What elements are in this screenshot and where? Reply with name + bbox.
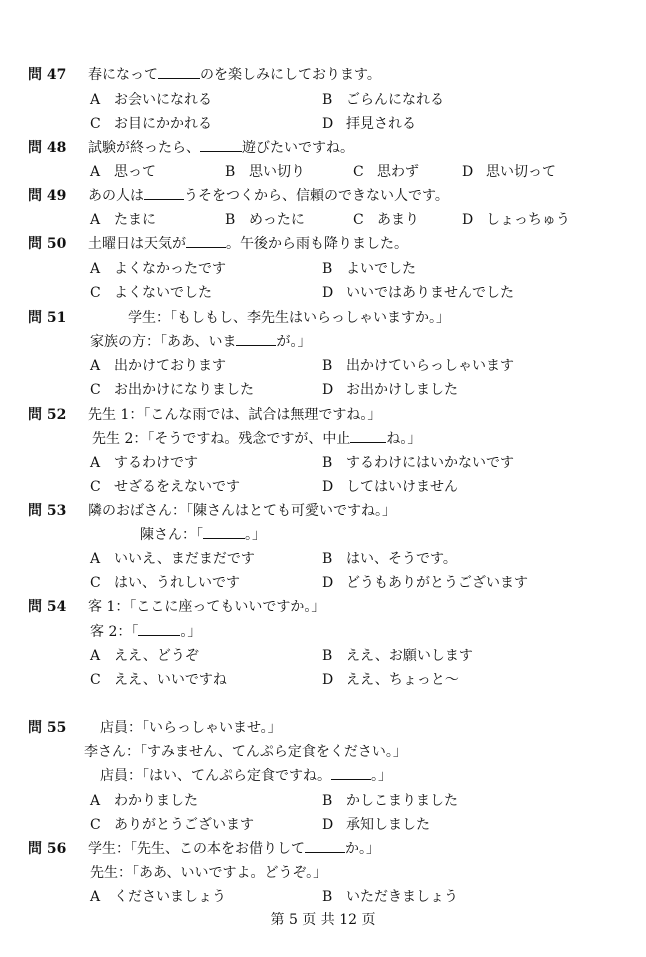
dialogue-line: 学生：「もしもし、李先生はいらっしゃいますか。」 — [128, 310, 450, 326]
answer-blank — [305, 838, 345, 853]
option-a: A たまに — [90, 212, 156, 228]
option-b: B ごらんになれる — [322, 92, 444, 108]
option-d: D いいではありませんでした — [322, 285, 514, 301]
answer-blank — [203, 524, 245, 539]
option-a: A くださいましょう — [90, 889, 226, 905]
option-c: C はい、うれしいです — [90, 575, 240, 591]
option-c: C 思わず — [353, 164, 419, 180]
answer-blank — [236, 331, 276, 346]
answer-blank — [144, 185, 184, 200]
option-a: A お会いになれる — [90, 92, 212, 108]
answer-blank — [158, 64, 200, 79]
question-number: 問 49 — [28, 188, 67, 204]
option-a: A 思って — [90, 164, 156, 180]
option-a: A いいえ、まだまだです — [90, 551, 255, 567]
option-b: B かしこまりました — [322, 793, 458, 809]
answer-blank — [186, 233, 226, 248]
dialogue-line: 客 2：「 。」 — [90, 620, 201, 644]
option-b: B はい、そうです。 — [322, 551, 457, 567]
question-number: 問 47 — [28, 67, 67, 83]
dialogue-line: 客 1：「ここに座ってもいいですか。」 — [88, 599, 326, 615]
option-c: C あまり — [353, 212, 419, 228]
option-d: D しょっちゅう — [462, 212, 570, 228]
option-d: D 承知しました — [322, 817, 430, 833]
dialogue-line: 隣のおばさん：「陳さんはとても可愛いですね。」 — [88, 503, 396, 519]
option-b: B ええ、お願いします — [322, 648, 473, 664]
question-stem: 土曜日は天気が 。午後から雨も降りました。 — [88, 232, 408, 256]
dialogue-line: 店員：「はい、てんぷら定食ですね。 。」 — [100, 764, 392, 788]
option-a: A よくなかったです — [90, 261, 226, 277]
question-number: 問 55 — [28, 720, 67, 736]
dialogue-line: 李さん：「すみません、てんぷら定食をください。」 — [84, 744, 407, 760]
dialogue-line: 陳さん：「 。」 — [140, 523, 266, 547]
dialogue-line: 先生：「ああ、いいですよ。どうぞ。」 — [90, 865, 328, 881]
option-a: A するわけです — [90, 455, 198, 471]
answer-blank — [350, 428, 386, 443]
question-number: 問 52 — [28, 407, 67, 423]
option-c: C ええ、いいですね — [90, 672, 227, 688]
option-a: A 出かけております — [90, 358, 226, 374]
answer-blank — [331, 765, 371, 780]
option-b: B 思い切り — [225, 164, 305, 180]
dialogue-line: 先生 1：「こんな雨では、試合は無理ですね。」 — [88, 407, 382, 423]
option-c: C お目にかかれる — [90, 116, 212, 132]
option-d: D お出かけしました — [322, 382, 458, 398]
dialogue-line: 家族の方：「ああ、いま が。」 — [90, 330, 311, 354]
option-c: C よくないでした — [90, 285, 212, 301]
answer-blank — [200, 137, 242, 152]
option-b: B するわけにはいかないです — [322, 455, 514, 471]
option-d: D してはいけません — [322, 479, 458, 495]
option-b: B いただきましょう — [322, 889, 458, 905]
question-number: 問 48 — [28, 140, 67, 156]
answer-blank — [138, 621, 180, 636]
question-number: 問 53 — [28, 503, 67, 519]
option-c: C お出かけになりました — [90, 382, 254, 398]
question-stem: あの人は うそをつくから、信頼のできない人です。 — [88, 184, 449, 208]
question-number: 問 50 — [28, 236, 67, 252]
option-d: D 思い切って — [462, 164, 556, 180]
option-d: D 拝見される — [322, 116, 416, 132]
option-b: B よいでした — [322, 261, 416, 277]
option-c: C せざるをえないです — [90, 479, 240, 495]
option-c: C ありがとうございます — [90, 817, 254, 833]
option-b: B 出かけていらっしゃいます — [322, 358, 514, 374]
dialogue-line: 学生：「先生、この本をお借りして か。」 — [88, 837, 380, 861]
option-d: D どうもありがとうございます — [322, 575, 528, 591]
page-footer: 第 5 页 共 12 页 — [270, 912, 376, 928]
option-a: A わかりました — [90, 793, 198, 809]
question-number: 問 51 — [28, 310, 67, 326]
question-stem: 春になって のを楽しみにしております。 — [88, 63, 381, 87]
option-d: D ええ、ちょっと～ — [322, 672, 459, 688]
dialogue-line: 先生 2：「そうですね。残念ですが、中止 ね。」 — [92, 427, 421, 451]
dialogue-line: 店員：「いらっしゃいませ。」 — [100, 720, 282, 736]
question-number: 問 56 — [28, 841, 67, 857]
option-a: A ええ、どうぞ — [90, 648, 199, 664]
option-b: B めったに — [225, 212, 305, 228]
question-number: 問 54 — [28, 599, 67, 615]
question-stem: 試験が終ったら、 遊びたいですね。 — [88, 136, 354, 160]
